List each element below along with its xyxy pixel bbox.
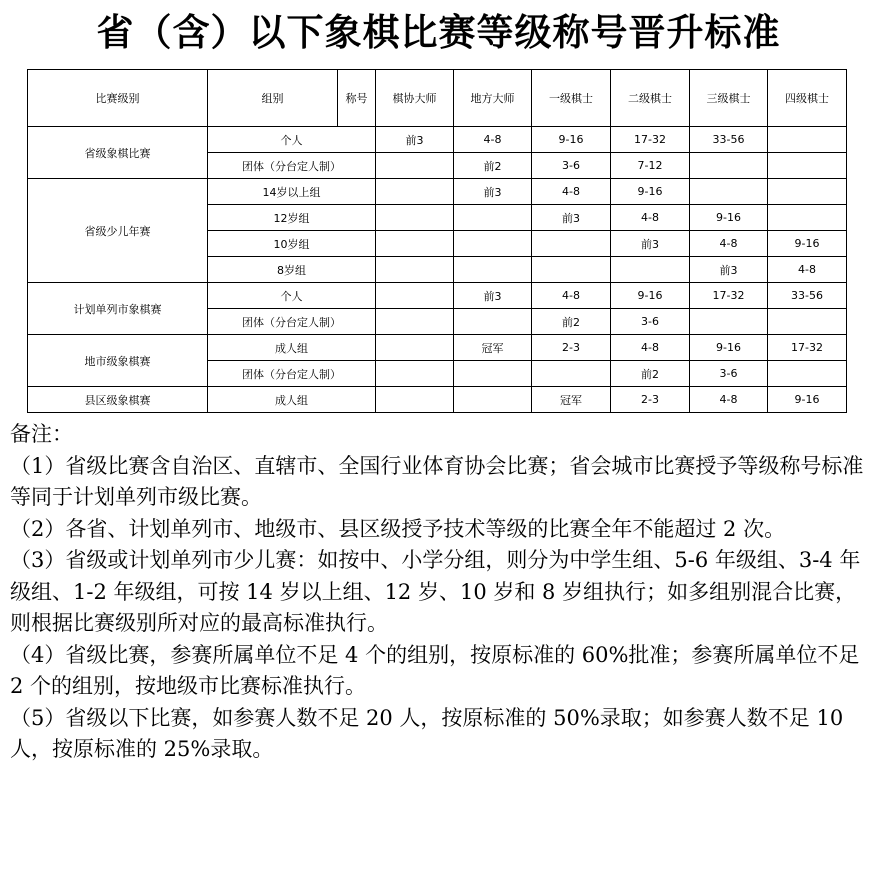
value-cell-t4: 9-16 bbox=[611, 179, 690, 205]
value-cell-t3: 2-3 bbox=[532, 335, 611, 361]
level-cell: 地市级象棋赛 bbox=[28, 335, 208, 387]
value-cell-t1 bbox=[376, 153, 454, 179]
header-group: 组别 bbox=[208, 70, 338, 127]
value-cell-t3 bbox=[532, 257, 611, 283]
table-row bbox=[28, 283, 847, 309]
value-cell-t4: 7-12 bbox=[611, 153, 690, 179]
value-cell-t1 bbox=[376, 231, 454, 257]
value-cell-t6: 9-16 bbox=[768, 387, 847, 413]
group-cell: 个人 bbox=[208, 127, 376, 153]
value-cell-t1: 前3 bbox=[376, 127, 454, 153]
header-t4: 二级棋士 bbox=[611, 70, 690, 127]
group-cell: 个人 bbox=[208, 283, 376, 309]
header-t5: 三级棋士 bbox=[690, 70, 768, 127]
value-cell-t6 bbox=[768, 179, 847, 205]
level-cell: 计划单列市象棋赛 bbox=[28, 283, 208, 335]
value-cell-t1 bbox=[376, 257, 454, 283]
header-t1: 棋协大师 bbox=[376, 70, 454, 127]
value-cell-t6: 4-8 bbox=[768, 257, 847, 283]
value-cell-t2: 冠军 bbox=[454, 335, 532, 361]
value-cell-t4: 17-32 bbox=[611, 127, 690, 153]
value-cell-t2 bbox=[454, 257, 532, 283]
value-cell-t4: 3-6 bbox=[611, 309, 690, 335]
value-cell-t2 bbox=[454, 361, 532, 387]
header-t3: 一级棋士 bbox=[532, 70, 611, 127]
table-row bbox=[28, 127, 847, 153]
value-cell-t4: 前2 bbox=[611, 361, 690, 387]
level-cell: 县区级象棋赛 bbox=[28, 387, 208, 413]
value-cell-t4: 2-3 bbox=[611, 387, 690, 413]
value-cell-t3: 4-8 bbox=[532, 179, 611, 205]
value-cell-t2 bbox=[454, 387, 532, 413]
value-cell-t6: 33-56 bbox=[768, 283, 847, 309]
note-item: （2）各省、计划单列市、地级市、县区级授予技术等级的比赛全年不能超过 2 次。 bbox=[10, 516, 786, 541]
value-cell-t4: 9-16 bbox=[611, 283, 690, 309]
value-cell-t5: 4-8 bbox=[690, 387, 768, 413]
value-cell-t3: 4-8 bbox=[532, 283, 611, 309]
group-cell: 10岁组 bbox=[208, 231, 376, 257]
value-cell-t2 bbox=[454, 205, 532, 231]
table-header-row bbox=[28, 70, 847, 127]
value-cell-t4: 4-8 bbox=[611, 335, 690, 361]
notes-heading: 备注： bbox=[10, 422, 73, 446]
value-cell-t6: 9-16 bbox=[768, 231, 847, 257]
value-cell-t3 bbox=[532, 231, 611, 257]
value-cell-t6 bbox=[768, 361, 847, 387]
value-cell-t2 bbox=[454, 309, 532, 335]
value-cell-t1 bbox=[376, 309, 454, 335]
value-cell-t5 bbox=[690, 309, 768, 335]
header-t6: 四级棋士 bbox=[768, 70, 847, 127]
value-cell-t6 bbox=[768, 153, 847, 179]
group-cell: 团体（分台定人制） bbox=[208, 361, 376, 387]
value-cell-t4: 4-8 bbox=[611, 205, 690, 231]
value-cell-t2 bbox=[454, 231, 532, 257]
value-cell-t5: 9-16 bbox=[690, 335, 768, 361]
value-cell-t6 bbox=[768, 127, 847, 153]
note-item: （5）省级以下比赛，如参赛人数不足 20 人，按原标准的 50%录取；如参赛人数不足 10 人，按原标准的 25%录取。 bbox=[10, 705, 844, 761]
group-cell: 12岁组 bbox=[208, 205, 376, 231]
value-cell-t5: 前3 bbox=[690, 257, 768, 283]
value-cell-t3: 前2 bbox=[532, 309, 611, 335]
note-item: （4）省级比赛，参赛所属单位不足 4 个的组别，按原标准的 60%批准；参赛所属单位不足 2 个的组别，按地级市比赛标准执行。 bbox=[10, 642, 860, 698]
value-cell-t1 bbox=[376, 387, 454, 413]
header-title: 称号 bbox=[338, 70, 376, 127]
group-cell: 团体（分台定人制） bbox=[208, 309, 376, 335]
group-cell: 14岁以上组 bbox=[208, 179, 376, 205]
page-title: 省（含）以下象棋比赛等级称号晋升标准 bbox=[96, 10, 781, 54]
value-cell-t5: 33-56 bbox=[690, 127, 768, 153]
note-item: （3）省级或计划单列市少儿赛：如按中、小学分组，则分为中学生组、5-6 年级组、3-4 年级组、1-2 年级组，可按 14 岁以上组、12 岁、10 岁和 8 岁组执行；如多组别混合比赛，则根据比赛级别所对应的最高标准执行。 bbox=[10, 548, 861, 635]
table-body bbox=[28, 127, 847, 413]
header-level: 比赛级别 bbox=[28, 70, 208, 127]
value-cell-t2: 前3 bbox=[454, 179, 532, 205]
value-cell-t5 bbox=[690, 179, 768, 205]
table-row bbox=[28, 335, 847, 361]
group-cell: 成人组 bbox=[208, 387, 376, 413]
value-cell-t6: 17-32 bbox=[768, 335, 847, 361]
value-cell-t6 bbox=[768, 309, 847, 335]
value-cell-t2: 前3 bbox=[454, 283, 532, 309]
value-cell-t5: 9-16 bbox=[690, 205, 768, 231]
value-cell-t1 bbox=[376, 361, 454, 387]
group-cell: 团体（分台定人制） bbox=[208, 153, 376, 179]
notes-list bbox=[10, 451, 870, 766]
note-item: （1）省级比赛含自治区、直辖市、全国行业体育协会比赛；省会城市比赛授予等级称号标准等同于计划单列市级比赛。 bbox=[10, 453, 864, 509]
standards-table bbox=[27, 69, 847, 413]
table-row bbox=[28, 179, 847, 205]
value-cell-t3 bbox=[532, 361, 611, 387]
value-cell-t1 bbox=[376, 205, 454, 231]
value-cell-t3: 前3 bbox=[532, 205, 611, 231]
value-cell-t2: 4-8 bbox=[454, 127, 532, 153]
group-cell: 8岁组 bbox=[208, 257, 376, 283]
value-cell-t3: 3-6 bbox=[532, 153, 611, 179]
value-cell-t5: 4-8 bbox=[690, 231, 768, 257]
value-cell-t1 bbox=[376, 179, 454, 205]
level-cell: 省级象棋比赛 bbox=[28, 127, 208, 179]
value-cell-t3: 冠军 bbox=[532, 387, 611, 413]
notes-section bbox=[10, 419, 870, 766]
header-t2: 地方大师 bbox=[454, 70, 532, 127]
value-cell-t5: 3-6 bbox=[690, 361, 768, 387]
table-row bbox=[28, 387, 847, 413]
value-cell-t4 bbox=[611, 257, 690, 283]
value-cell-t5 bbox=[690, 153, 768, 179]
value-cell-t6 bbox=[768, 205, 847, 231]
level-cell: 省级少儿年赛 bbox=[28, 179, 208, 283]
value-cell-t5: 17-32 bbox=[690, 283, 768, 309]
value-cell-t1 bbox=[376, 335, 454, 361]
value-cell-t2: 前2 bbox=[454, 153, 532, 179]
value-cell-t1 bbox=[376, 283, 454, 309]
group-cell: 成人组 bbox=[208, 335, 376, 361]
value-cell-t4: 前3 bbox=[611, 231, 690, 257]
value-cell-t3: 9-16 bbox=[532, 127, 611, 153]
